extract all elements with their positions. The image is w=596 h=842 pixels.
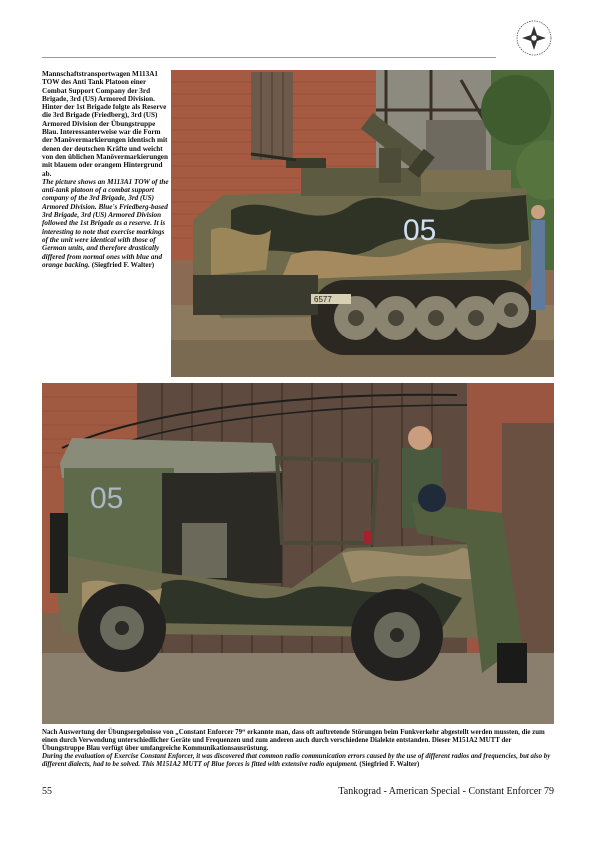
m113-hull-marking: 05 [403,214,437,247]
photo-m113a1-tow [171,70,554,377]
caption-bottom [42,729,554,769]
photo-m151a2-mutt [42,383,554,724]
m113-number-plate: 6577 [314,295,332,304]
caption-top-english: The picture shows an M113A1 TOW of the anti-tank platoon of a combat support company of the 3rd Brigade, 3rd (US) Armored Division. Blue's Friedberg-based 3rd Brigade, 3rd (US) Armored Division followed the 1st Brigade as a reserve. It is interesting to note that exercise markings of the unit were identical with those of German units, and therefore drastically differed from normal ones with blue and orange backing. [42,177,169,269]
caption-top [42,70,169,269]
caption-top-german: Mannschaftstransportwagen M113A1 TOW des Anti Tank Platoon einer Combat Support Company der 3rd Brigade, 3rd (US) Armored Division. Hinter der 1st Brigade folgte als Reserve die 3rd Brigade (Friedberg), 3rd (US) Armored Division der Übungstruppe Blau. Interessanterweise war die Form der Manövermarkierungen identisch mit denen der deutschen Kräfte und weicht von den üblichen Manövermarkierungen mit blauem oder orangem Hintergrund ab. [42,70,168,178]
caption-top-credit: (Siegfried F. Walter) [91,260,155,269]
mutt-canvas-marking: 05 [90,482,124,515]
caption-bottom-german: Nach Auswertung der Übungsergebnisse von „Constant Enforcer 79“ erkannte man, dass oft auftretende Störungen beim Funkverkehr abgestellt werden mussten, die zum einen durch Verwendung unterschiedlicher Geräte und Frequenzen und zum anderen auch durch verschiedene Dialekte entstanden. Dieser M151A2 MUTT der Übungstruppe Blau verfügt über umfangreiche Kommunikationsausrüstung. [42,729,545,752]
running-footer-title: Tankograd - American Special - Constant Enforcer 79 [338,786,554,797]
publisher-logo-emblem [514,18,554,58]
caption-bottom-english: During the evaluation of Exercise Constant Enforcer, it was discovered that common radio communication errors caused by the use of different radios and frequencies, but also by different dialects, had to be solved. This M151A2 MUTT of Blue forces is fitted with extensive radio equipment. [42,753,551,768]
caption-bottom-credit: (Siegfried F. Walter) [359,761,420,768]
page-number: 55 [42,786,52,797]
header-rule [42,57,496,58]
